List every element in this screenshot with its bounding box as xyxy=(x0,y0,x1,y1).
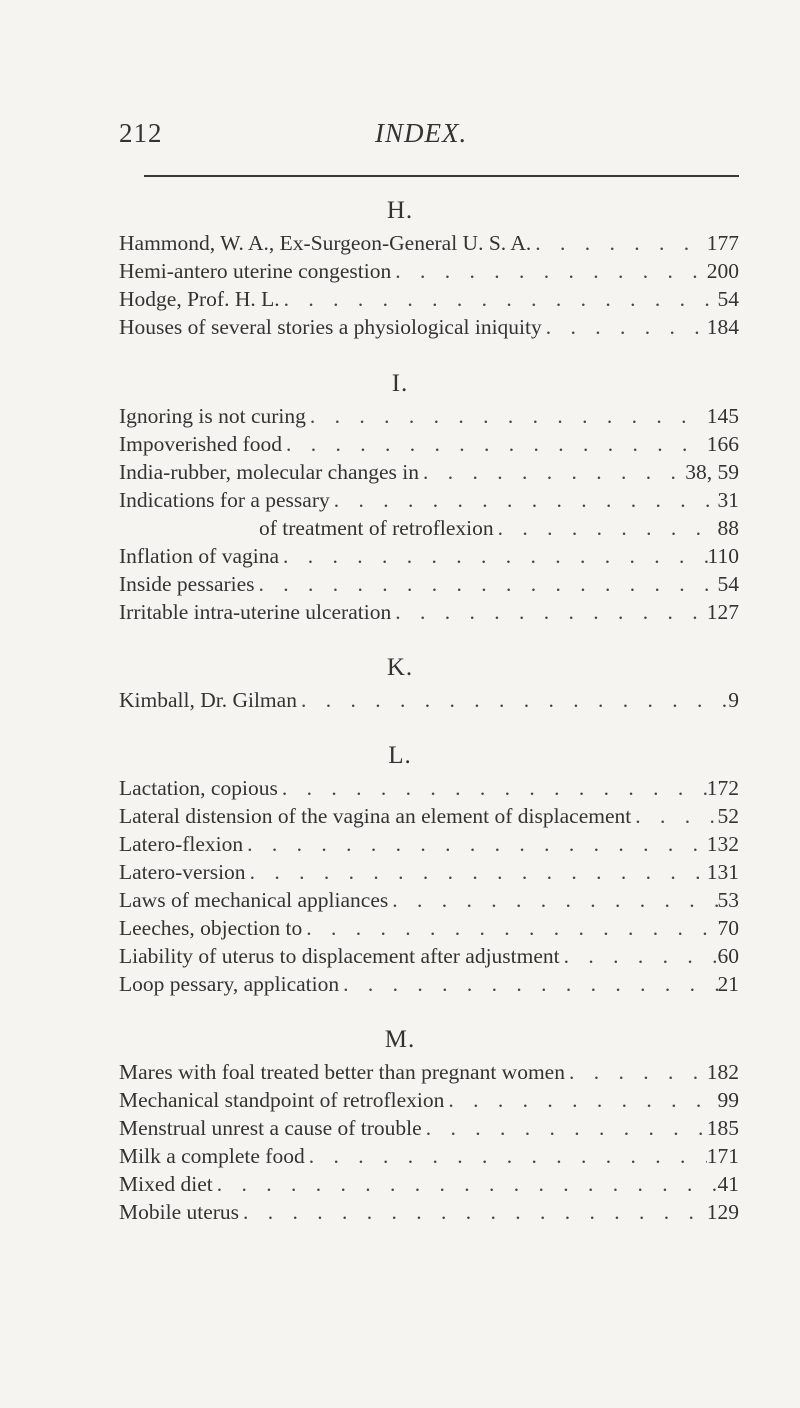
entry-text: Lateral distension of the vagina an element of displacement xyxy=(119,804,632,828)
entry-page: 88 xyxy=(717,516,739,540)
dot-leader xyxy=(422,1113,707,1143)
entry-page: 127 xyxy=(706,600,739,624)
entry-page: 129 xyxy=(706,1200,739,1224)
dot-leader xyxy=(297,685,728,715)
entry-text: Mares with foal treated better than pregnant women xyxy=(119,1060,565,1084)
entry-page: 70 xyxy=(717,916,739,940)
index-entry xyxy=(119,941,739,971)
dot-leader xyxy=(282,429,707,459)
index-entry xyxy=(119,1085,739,1115)
index-entry xyxy=(119,541,739,571)
index-entry xyxy=(119,284,739,314)
index-entry xyxy=(119,513,739,543)
entry-text: Milk a complete food xyxy=(119,1144,305,1168)
entry-text: Loop pessary, application xyxy=(119,972,340,996)
index-entry xyxy=(119,1141,739,1171)
entry-page: 53 xyxy=(717,888,739,912)
dot-leader xyxy=(278,773,707,803)
entry-page: 54 xyxy=(717,287,739,311)
index-entry xyxy=(119,829,739,859)
dot-leader xyxy=(280,284,718,314)
entry-page: 31 xyxy=(717,488,739,512)
dot-leader xyxy=(302,913,717,943)
entry-text: Lactation, copious xyxy=(119,776,278,800)
entry-text: Mechanical standpoint of retroflexion xyxy=(119,1088,445,1112)
entry-text: Ignoring is not curing xyxy=(119,404,306,428)
entry-text: Mixed diet xyxy=(119,1172,213,1196)
entry-text: of treatment of retroflexion xyxy=(259,516,494,540)
section-heading-m: M. xyxy=(384,1026,416,1053)
index-entry xyxy=(119,913,739,943)
section-heading-i: I. xyxy=(391,370,409,397)
entry-page: 99 xyxy=(717,1088,739,1112)
entry-page: 171 xyxy=(706,1144,739,1168)
section-heading-l: L. xyxy=(388,742,412,769)
dot-leader xyxy=(243,829,707,859)
dot-leader xyxy=(330,485,718,515)
dot-leader xyxy=(565,1057,707,1087)
index-entry xyxy=(119,312,739,342)
entry-page: 54 xyxy=(717,572,739,596)
entry-text: Hemi-antero uterine congestion xyxy=(119,259,392,283)
index-entry xyxy=(119,569,739,599)
entry-text: India-rubber, molecular changes in xyxy=(119,460,420,484)
entry-page: 184 xyxy=(706,315,739,339)
dot-leader xyxy=(246,857,707,887)
entry-page: 177 xyxy=(706,231,739,255)
index-entry xyxy=(119,857,739,887)
entry-page: 110 xyxy=(707,544,739,568)
running-title: INDEX. xyxy=(375,118,468,148)
index-entry xyxy=(119,1169,739,1199)
entry-page: 131 xyxy=(706,860,739,884)
dot-leader xyxy=(419,457,685,487)
index-entry xyxy=(119,401,739,431)
index-entry xyxy=(119,1197,739,1227)
dot-leader xyxy=(305,1141,707,1171)
running-head xyxy=(119,118,739,158)
dot-leader xyxy=(391,597,707,627)
entry-text: Latero-version xyxy=(119,860,246,884)
index-entry xyxy=(119,485,739,515)
entry-text: Inside pessaries xyxy=(119,572,255,596)
dot-leader xyxy=(339,969,717,999)
entry-text: Impoverished food xyxy=(119,432,283,456)
entry-page: 200 xyxy=(706,259,739,283)
dot-leader xyxy=(560,941,718,971)
entry-text: Mobile uterus xyxy=(119,1200,240,1224)
entry-text: Menstrual unrest a cause of trouble xyxy=(119,1116,422,1140)
index-entry xyxy=(119,773,739,803)
index-entry xyxy=(119,885,739,915)
dot-leader xyxy=(306,401,707,431)
dot-leader xyxy=(542,312,707,342)
entry-text: Latero-flexion xyxy=(119,832,244,856)
section-heading-k: K. xyxy=(386,654,414,681)
entry-page: 172 xyxy=(706,776,739,800)
entry-text: Indications for a pessary xyxy=(119,488,330,512)
entry-text: Hodge, Prof. H. L. xyxy=(119,287,280,311)
header-rule xyxy=(144,175,739,177)
dot-leader xyxy=(213,1169,718,1199)
entry-page: 166 xyxy=(706,432,739,456)
index-entry xyxy=(119,1057,739,1087)
entry-text: Inflation of vagina xyxy=(119,544,280,568)
dot-leader xyxy=(279,541,708,571)
index-entry xyxy=(119,801,739,831)
entry-page: 41 xyxy=(717,1172,739,1196)
dot-leader xyxy=(631,801,717,831)
dot-leader xyxy=(391,256,707,286)
index-entry xyxy=(119,228,739,258)
dot-leader xyxy=(444,1085,717,1115)
entry-page: 132 xyxy=(706,832,739,856)
index-entry xyxy=(119,256,739,286)
dot-leader xyxy=(531,228,707,258)
section-heading-h: H. xyxy=(386,197,414,224)
index-entry xyxy=(119,1113,739,1143)
entry-text: Houses of several stories a physiological iniquity xyxy=(119,315,542,339)
dot-leader xyxy=(255,569,718,599)
page-number: 212 xyxy=(119,118,163,148)
index-entry xyxy=(119,429,739,459)
dot-leader xyxy=(388,885,717,915)
entry-page: 38, 59 xyxy=(685,460,739,484)
index-entry xyxy=(119,685,739,715)
entry-text: Liability of uterus to displacement after adjustment xyxy=(119,944,560,968)
entry-page: 182 xyxy=(706,1060,739,1084)
entry-page: 60 xyxy=(717,944,739,968)
entry-page: 21 xyxy=(717,972,739,996)
entry-text: Irritable intra-uterine ulceration xyxy=(119,600,392,624)
entry-text: Hammond, W. A., Ex-Surgeon-General U. S. A. xyxy=(119,231,532,255)
entry-text: Laws of mechanical appliances xyxy=(119,888,389,912)
entry-text: Leeches, objection to xyxy=(119,916,303,940)
entry-page: 9 xyxy=(728,688,739,712)
entry-text: Kimball, Dr. Gilman xyxy=(119,688,297,712)
entry-page: 52 xyxy=(717,804,739,828)
entry-page: 185 xyxy=(706,1116,739,1140)
index-entry xyxy=(119,457,739,487)
index-entry xyxy=(119,969,739,999)
dot-leader xyxy=(494,513,718,543)
dot-leader xyxy=(239,1197,707,1227)
entry-page: 145 xyxy=(706,404,739,428)
index-entry xyxy=(119,597,739,627)
